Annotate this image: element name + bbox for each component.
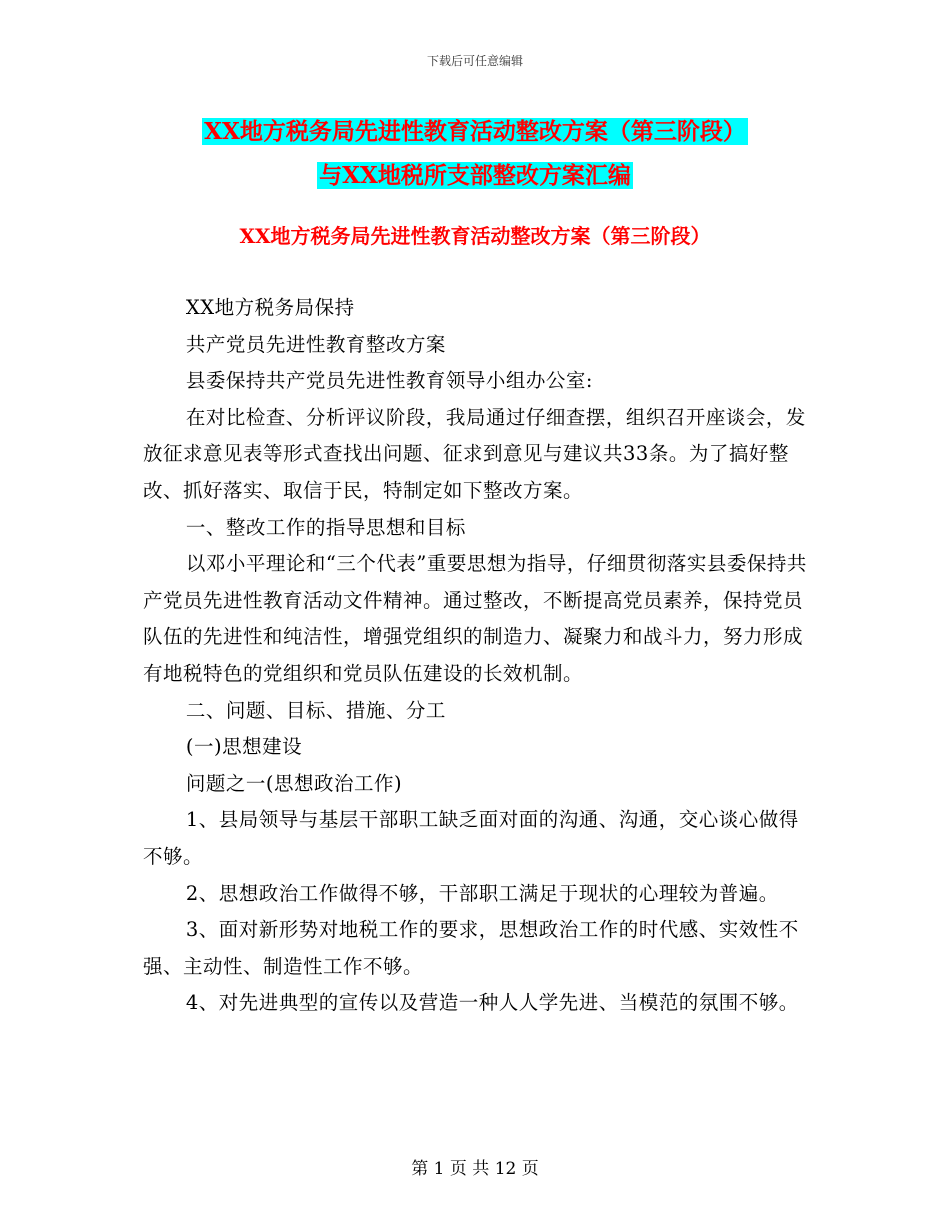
paragraph: 县委保持共产党员先进性教育领导小组办公室:: [185, 369, 593, 393]
paragraph: 共产党员先进性教育整改方案: [185, 332, 446, 356]
paragraph: 以邓小平理论和“三个代表”重要思想为指导，仔细贯彻落实县委保持共产党员先进性教育活动文件精神。通过整改，不断提高党员素养，保持党员队伍的先进性和纯洁性，增强党组织的制造力、凝聚力和战斗力，努力形成有地税特色的党组织和党员队伍建设的长效机制。: [143, 552, 807, 685]
header-note: 下载后可任意编辑: [426, 54, 523, 68]
paragraph: 问题之一(思想政治工作): [185, 771, 403, 795]
paragraph: 一、整改工作的指导思想和目标: [185, 515, 466, 539]
paragraph: 二、问题、目标、措施、分工: [185, 698, 446, 722]
document-title-line-2: 与XX地税所支部整改方案汇编: [319, 162, 631, 189]
paragraph: XX地方税务局保持: [185, 296, 355, 319]
document-body: [143, 290, 813, 1022]
paragraph: 3、面对新形势对地税工作的要求，思想政治工作的时代感、实效性不强、主动性、制造性工作不够。: [143, 918, 799, 978]
document-title: [0, 110, 950, 198]
paragraph: (一)思想建设: [185, 735, 303, 759]
paragraph: 在对比检查、分析评议阶段，我局通过仔细查摆，组织召开座谈会，发放征求意见表等形式查找出问题、征求到意见与建议共33条。为了搞好整改、抓好落实、取信于民，特制定如下整改方案。: [143, 405, 806, 502]
paragraph: 1、县局领导与基层干部职工缺乏面对面的沟通、沟通，交心谈心做得不够。: [143, 808, 799, 868]
document-title-line-1: XX地方税务局先进性教育活动整改方案（第三阶段）: [204, 118, 746, 145]
section-title: XX地方税务局先进性教育活动整改方案（第三阶段）: [239, 224, 711, 248]
paragraph: 2、思想政治工作做得不够，干部职工满足于现状的心理较为普遍。: [185, 881, 779, 905]
page-footer: 第 1 页 共 12 页: [411, 1159, 539, 1179]
paragraph: 4、对先进典型的宣传以及营造一种人人学先进、当模范的氛围不够。: [185, 991, 799, 1015]
